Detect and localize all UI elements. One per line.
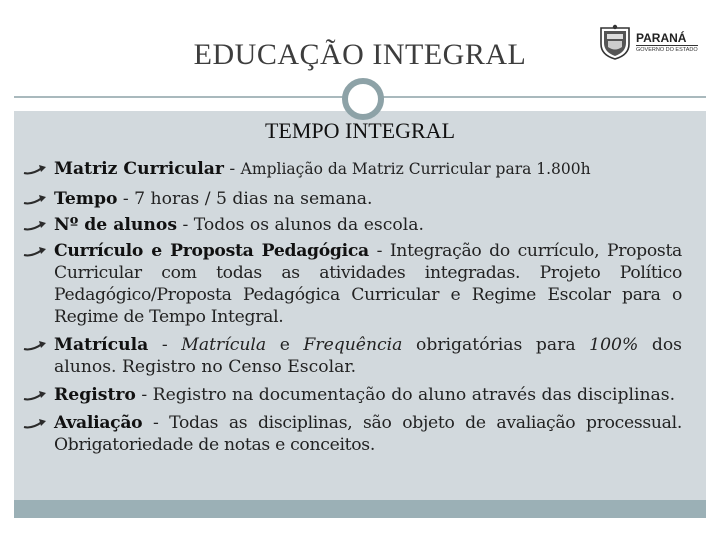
swoosh-arrow-icon bbox=[22, 339, 48, 353]
parana-logo bbox=[598, 24, 698, 60]
logo-name: PARANÁ bbox=[636, 31, 687, 45]
list-item bbox=[22, 240, 682, 328]
item-text: obrigatórias para bbox=[402, 335, 590, 355]
swoosh-arrow-icon bbox=[22, 389, 48, 403]
swoosh-arrow-icon bbox=[22, 245, 48, 259]
item-term: Tempo bbox=[54, 189, 118, 209]
item-text: Todas as disciplinas, são objeto de avaliação processual. Obrigatoriedade de notas e conceitos. bbox=[54, 413, 682, 455]
item-separator: - bbox=[177, 215, 194, 235]
item-term: Matriz Curricular bbox=[54, 159, 224, 179]
list-item bbox=[22, 214, 682, 236]
item-separator: - bbox=[223, 159, 241, 179]
item-separator: - bbox=[368, 241, 390, 261]
item-text: Ampliação da Matriz Curricular para 1.800h bbox=[240, 160, 591, 178]
list-item bbox=[22, 384, 682, 406]
item-separator: - bbox=[142, 413, 170, 433]
bullet-list bbox=[22, 158, 682, 464]
item-separator: - bbox=[135, 385, 153, 405]
slide-subtitle: TEMPO INTEGRAL bbox=[264, 118, 456, 143]
item-italic-text: Frequência bbox=[303, 335, 403, 355]
item-term: Matrícula bbox=[54, 335, 149, 355]
item-text: 7 horas / 5 dias na semana. bbox=[134, 189, 373, 209]
item-text: Registro na documentação do aluno através das disciplinas. bbox=[152, 385, 676, 405]
logo-subtitle: GOVERNO DO ESTADO bbox=[636, 47, 698, 53]
swoosh-arrow-icon bbox=[22, 163, 48, 177]
ring-ornament bbox=[342, 78, 384, 120]
item-text: Integração do currículo, Proposta Curricular com todas as atividades integradas. Projeto Político Pedagógico/Proposta Pedagógica Curricular e Regime Escolar para o Regime de Tempo Integral. bbox=[54, 241, 683, 327]
list-item bbox=[22, 188, 682, 210]
item-term: Currículo e Proposta Pedagógica bbox=[54, 241, 369, 261]
item-term: Registro bbox=[54, 385, 136, 405]
footer-bar bbox=[14, 500, 706, 518]
item-italic-text: 100% bbox=[589, 335, 639, 355]
item-text: Todos os alunos da escola. bbox=[193, 215, 424, 235]
list-item bbox=[22, 158, 682, 180]
item-text: dos alunos. Registro no Censo Escolar. bbox=[54, 335, 683, 377]
list-item bbox=[22, 412, 682, 456]
swoosh-arrow-icon bbox=[22, 219, 48, 233]
swoosh-arrow-icon bbox=[22, 193, 48, 207]
item-separator: - bbox=[117, 189, 135, 209]
parana-coat-of-arms-icon bbox=[598, 24, 632, 60]
item-term: Nº de alunos bbox=[54, 215, 178, 235]
slide-title: EDUCAÇÃO INTEGRAL bbox=[193, 38, 527, 71]
item-separator: - bbox=[148, 335, 182, 355]
swoosh-arrow-icon bbox=[22, 417, 48, 431]
item-term: Avaliação bbox=[54, 413, 143, 433]
item-text: e bbox=[266, 335, 304, 355]
list-item bbox=[22, 334, 682, 378]
item-italic-text: Matrícula bbox=[181, 335, 267, 355]
